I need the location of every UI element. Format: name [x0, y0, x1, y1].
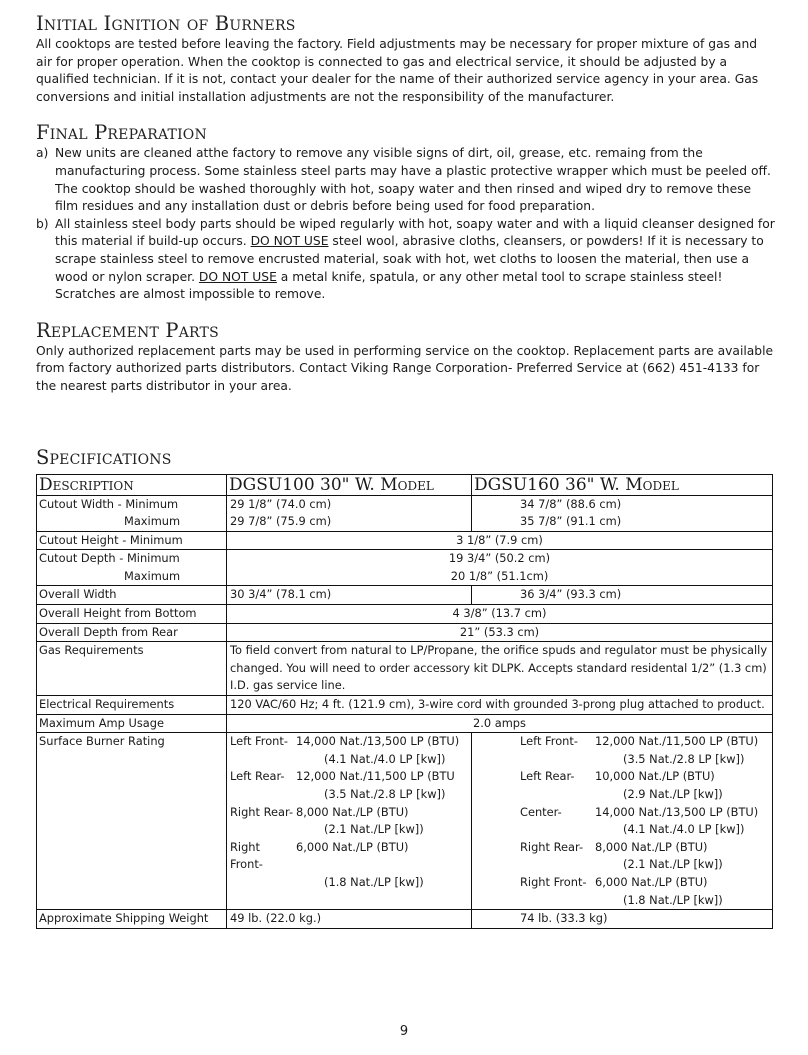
burner-position: Right Front- — [520, 874, 587, 889]
list-marker: b) — [36, 216, 49, 231]
cell-value: 34 7/8” (88.6 cm) — [520, 496, 622, 511]
list-marker: a) — [36, 146, 49, 161]
cell-value: 21” (53.3 cm) — [227, 623, 773, 642]
burner-kw: (3.5 Nat./2.8 LP [kw]) — [623, 751, 745, 766]
page-number: 9 — [399, 1024, 409, 1039]
preparation-heading: Final Preparation — [36, 121, 207, 145]
header-description: Description — [37, 474, 227, 495]
table-row — [37, 714, 773, 733]
table-header-row — [37, 474, 773, 495]
row-label — [37, 550, 227, 586]
warning-text: DO NOT USE — [198, 269, 277, 284]
burner-cell-model-1 — [227, 733, 472, 910]
table-row — [37, 623, 773, 642]
burner-position: Right Front- — [230, 839, 263, 872]
cell-value: 3 1/8” (7.9 cm) — [227, 531, 773, 550]
cell-value: 19 3/4” (50.2 cm) — [448, 551, 551, 566]
specifications-table — [36, 474, 773, 929]
cell-value: 4 3/8” (13.7 cm) — [227, 605, 773, 624]
cell-value: To field convert from natural to LP/Propane, the orifice spuds and regulator must be physically changed. You will need to order accessory kit DLPK. Accepts standard residental 1/2” (1.3 cm) I.D. gas service line. — [227, 642, 773, 696]
burner-btu: 12,000 Nat./11,500 LP (BTU) — [595, 734, 759, 749]
ignition-heading: Initial Ignition of Burners — [36, 12, 296, 35]
list-item-text: All stainless steel body parts should be wiped regularly with hot, soapy water and with a liquid cleanser designed for this material if build-up occurs. — [55, 216, 775, 249]
cell-value: 49 lb. (22.0 kg.) — [227, 910, 472, 929]
burner-btu: 8,000 Nat./LP (BTU) — [296, 804, 409, 819]
table-row — [37, 642, 773, 696]
page — [36, 12, 776, 929]
row-label: Surface Burner Rating — [37, 733, 227, 910]
cell-value: 74 lb. (33.3 kg) — [472, 910, 773, 929]
header-model-2: DGSU160 36" W. Model — [472, 474, 773, 495]
list-item — [36, 216, 776, 304]
burner-position: Right Rear- — [230, 804, 294, 819]
burner-kw: (1.8 Nat./LP [kw]) — [324, 874, 424, 889]
parts-text: Only authorized replacement parts may be used in performing service on the cooktop. Replacement parts are available from factory authorized parts distributors. Contact Viking Range Corporation- Preferred Service at (662) 451-4133 for the nearest parts distributor in your area. — [36, 343, 774, 393]
row-label-text: Cutout Width - Minimum — [39, 496, 179, 511]
list-item-text: New units are cleaned atthe factory to remove any visible signs of dirt, oil, grease, etc. remaing from the manufacturing process. Some stainless steel parts may have a plastic protective wrapper which must be peeled off. The cooktop should be washed thoroughly with hot, soapy water and then rinsed and wiped dry to remove these film residues and any installation dust or debris before being used for food preparation. — [55, 146, 771, 214]
table-row — [37, 495, 773, 531]
burner-position: Left Front- — [230, 734, 288, 749]
row-label — [37, 495, 227, 531]
burner-kw: (2.9 Nat./LP [kw]) — [623, 787, 723, 801]
burner-kw: (3.5 Nat./2.8 LP [kw]) — [324, 787, 446, 801]
cell-value: 120 VAC/60 Hz; 4 ft. (121.9 cm), 3-wire cord with grounded 3-prong plug attached to product. — [227, 696, 773, 715]
burner-kw: (1.8 Nat./LP [kw]) — [623, 892, 723, 907]
cell-value: 36 3/4” (93.3 cm) — [472, 586, 773, 605]
ignition-text: All cooktops are tested before leaving the factory. Field adjustments may be necessary for proper mixture of gas and air for proper operation. When the cooktop is connected to gas and electrical service, it should be adjusted by a qualified technician. If it is not, contact your dealer for the name of their authorized service agency in your area. Gas conversions and initial installation adjustments are not the responsibility of the manufacturer. — [36, 37, 759, 104]
row-label: Approximate Shipping Weight — [37, 910, 227, 929]
row-label: Gas Requirements — [37, 642, 227, 696]
row-label: Cutout Height - Minimum — [37, 531, 227, 550]
cell-value: 29 7/8” (75.9 cm) — [230, 514, 332, 529]
burner-position: Left Rear- — [230, 769, 285, 784]
table-row — [37, 550, 773, 586]
burner-position: Left Front- — [520, 734, 578, 749]
preparation-list — [36, 145, 776, 303]
specs-heading: Specifications — [36, 445, 172, 469]
burner-btu: 14,000 Nat./13,500 LP (BTU) — [595, 804, 759, 819]
row-label-text: Maximum — [124, 514, 181, 529]
burner-kw: (4.1 Nat./4.0 LP [kw]) — [623, 822, 745, 837]
row-label-text: Maximum — [124, 568, 181, 583]
burner-btu: 14,000 Nat./13,500 LP (BTU) — [296, 734, 460, 749]
cell — [472, 495, 773, 531]
table-row — [37, 696, 773, 715]
row-label: Overall Depth from Rear — [37, 623, 227, 642]
cell-value: 35 7/8” (91.1 cm) — [520, 514, 622, 529]
row-label: Maximum Amp Usage — [37, 714, 227, 733]
burner-btu: 10,000 Nat./LP (BTU) — [595, 769, 715, 784]
row-label: Electrical Requirements — [37, 696, 227, 715]
warning-text: DO NOT USE — [250, 234, 329, 249]
burner-kw: (4.1 Nat./4.0 LP [kw]) — [324, 751, 446, 766]
cell — [227, 550, 773, 586]
burner-kw: (2.1 Nat./LP [kw]) — [324, 822, 424, 837]
burner-position: Right Rear- — [520, 839, 584, 854]
row-label-text: Cutout Depth - Minimum — [39, 551, 180, 566]
cell — [227, 495, 472, 531]
table-row — [37, 733, 773, 910]
cell-value: 20 1/8” (51.1cm) — [450, 568, 549, 583]
burner-kw: (2.1 Nat./LP [kw]) — [623, 857, 723, 872]
burner-position: Center- — [520, 804, 562, 819]
row-label: Overall Width — [37, 586, 227, 605]
table-row — [37, 531, 773, 550]
table-row — [37, 586, 773, 605]
table-row — [37, 605, 773, 624]
table-row — [37, 910, 773, 929]
header-model-1: DGSU100 30" W. Model — [227, 474, 472, 495]
burner-btu: 6,000 Nat./LP (BTU) — [296, 839, 409, 854]
row-label: Overall Height from Bottom — [37, 605, 227, 624]
burner-btu: 6,000 Nat./LP (BTU) — [595, 874, 708, 889]
burner-cell-model-2 — [472, 733, 773, 910]
cell-value: 2.0 amps — [227, 714, 773, 733]
cell-value: 30 3/4” (78.1 cm) — [227, 586, 472, 605]
list-item-text: steel wool, abrasive cloths, cleansers, or powders! If it is necessary to scrape stainless steel to remove encrusted material, soak with hot, wet cloths to loosen the material, then use a wood or nylon scraper. — [55, 234, 764, 284]
burner-btu: 8,000 Nat./LP (BTU) — [595, 839, 708, 854]
burner-position: Left Rear- — [520, 769, 575, 784]
list-item — [36, 145, 776, 215]
list-item-text: a metal knife, spatula, or any other metal tool to scrape stainless steel! Scratches are almost impossible to remove. — [55, 269, 723, 302]
cell-value: 29 1/8” (74.0 cm) — [230, 496, 332, 511]
parts-heading: Replacement Parts — [36, 318, 219, 342]
burner-btu: 12,000 Nat./11,500 LP (BTU — [296, 769, 455, 784]
